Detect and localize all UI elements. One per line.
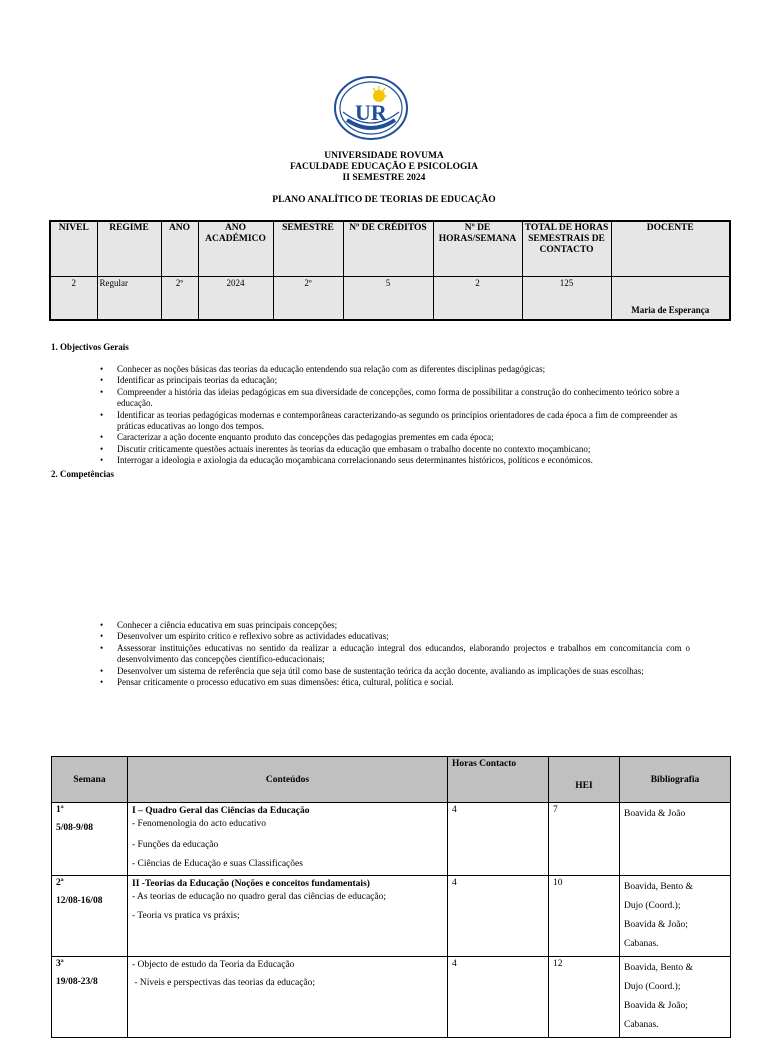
- value-docente: Maria de Esperança: [611, 277, 730, 321]
- competencies-title: 2. Competências: [51, 469, 114, 479]
- plan-table: [51, 756, 731, 1038]
- value-ano: 2º: [161, 277, 198, 321]
- header-docente: DOCENTE: [611, 221, 730, 277]
- horas-cell: 4: [448, 957, 549, 1038]
- value-nivel: 2: [50, 277, 97, 321]
- header-ano: ANO: [161, 221, 198, 277]
- content-cell: II -Teorias da Educação (Noções e conceitos fundamentais) - As teorias de educação no quadro geral das ciências de educação; - Teoria vs pratica vs práxis;: [128, 876, 448, 957]
- info-header-row: [50, 221, 730, 277]
- topic-title: II -Teorias da Educação (Noções e conceitos fundamentais): [132, 879, 370, 889]
- hei-cell: 10: [549, 876, 620, 957]
- value-horas-semana: 2: [433, 277, 522, 321]
- course-info-table: [49, 220, 731, 321]
- plan-title: PLANO ANALÍTICO DE TEORIAS DE EDUCAÇÃO: [272, 195, 496, 205]
- value-ano-academico: 2024: [198, 277, 273, 321]
- horas-cell: 4: [448, 876, 549, 957]
- week-cell: 2ª 12/08-16/08: [52, 876, 128, 957]
- list-item: • Identificar as teorias pedagógicas modernas e contemporâneas caracterizando-as segundo os princípios orientadores de cada época a fim de compreender as práticas educativas ao longo dos tempos.: [100, 409, 678, 432]
- list-item: • Conhecer as noções básicas das teorias da educação entendendo sua relação com as diferentes disciplinas pedagógicas;: [100, 364, 546, 374]
- value-regime: Regular: [97, 277, 161, 321]
- header-nivel: NIVEL: [50, 221, 97, 277]
- semester-label: II SEMESTRE 2024: [342, 173, 426, 183]
- header-conteudos: Conteúdos: [128, 757, 448, 803]
- university-logo: [333, 76, 409, 140]
- week-cell: 1ª 5/08-9/08: [52, 803, 128, 876]
- bibliography-cell: Boavida & João: [620, 803, 731, 876]
- list-item: • Compreender a história das ideias pedagógicas em sua diversidade de concepções, como forma de possibilitar a construção do conhecimento teórico sobre a educação.: [100, 386, 680, 409]
- header-semestre: SEMESTRE: [273, 221, 343, 277]
- header-total-horas: TOTAL DE HORAS SEMESTRAIS DE CONTACTO: [522, 221, 611, 277]
- table-row: [52, 803, 731, 876]
- horas-cell: 4: [448, 803, 549, 876]
- objectives-title: 1. Objectivos Gerais: [51, 342, 129, 352]
- table-row: [52, 876, 731, 957]
- value-semestre: 2º: [273, 277, 343, 321]
- table-row: [52, 957, 731, 1038]
- list-item: • Caracterizar a ação docente enquanto produto das concepções das pedagogias prementes em cada época;: [100, 432, 494, 443]
- header-horas-semana: Nº DE HORAS/SEMANA: [433, 221, 522, 277]
- header-bibliografia: Bibliografia: [620, 757, 731, 803]
- list-item: • Identificar as principais teorias da educação;: [100, 375, 278, 386]
- topic-title: I – Quadro Geral das Ciências da Educação: [132, 806, 310, 816]
- plan-header-row: [52, 757, 731, 803]
- objectives-list: [100, 364, 692, 467]
- content-cell: - Objecto de estudo da Teoria da Educação - Níveis e perspectivas das teorias da educação;: [128, 957, 448, 1038]
- header-regime: REGIME: [97, 221, 161, 277]
- list-item: • Desenvolver um espírito crítico e reflexivo sobre as actividades educativas;: [100, 631, 389, 642]
- logo-initials: UR: [355, 100, 387, 125]
- header-ano-academico: ANO ACADÉMICO: [198, 221, 273, 277]
- bibliography-cell: Boavida, Bento & Dujo (Coord.); Boavida & João; Cabanas.: [620, 876, 731, 957]
- content-cell: I – Quadro Geral das Ciências da Educação - Fenomenologia do acto educativo - Funções da educação - Ciências de Educação e suas Classificações: [128, 803, 448, 876]
- list-item: • Pensar criticamente o processo educativo em suas dimensões: ética, cultural, política e social.: [100, 677, 454, 688]
- competencies-list: [100, 620, 690, 688]
- value-creditos: 5: [343, 277, 433, 321]
- list-item: • Interrogar a ideologia e axiologia da educação moçambicana correlacionando seus determinantes históricos, políticos e económicos.: [100, 455, 593, 466]
- header-semana: Semana: [52, 757, 128, 803]
- hei-cell: 7: [549, 803, 620, 876]
- hei-cell: 12: [549, 957, 620, 1038]
- list-item: • Conhecer a ciência educativa em suas principais concepções;: [100, 620, 338, 630]
- value-total-horas: 125: [522, 277, 611, 321]
- week-cell: 3ª 19/08-23/8: [52, 957, 128, 1038]
- list-item: • Discutir criticamente questões actuais inerentes às teorias da educação que embasam o trabalho docente no contexto moçambicano;: [100, 443, 591, 454]
- university-name: UNIVERSIDADE ROVUMA: [324, 151, 444, 161]
- header-horas-contacto: Horas Contacto: [448, 757, 549, 803]
- header-creditos: Nº DE CRÉDITOS: [343, 221, 433, 277]
- bibliography-cell: Boavida, Bento & Dujo (Coord.); Boavida & João; Cabanas.: [620, 957, 731, 1038]
- header-hei: HEI: [549, 757, 620, 803]
- list-item: • Desenvolver um sistema de referência que seja útil como base de sustentação teórica da acção docente, avaliando as implicações de suas escolhas;: [100, 665, 644, 676]
- info-value-row: [50, 277, 730, 321]
- list-item: • Assessorar instituições educativas no sentido da realizar a educação integral dos educandos, elaborando projectos e trabalhos em concomitancia com o desenvolvimento das concepções científico-educacionais;: [100, 642, 690, 665]
- faculty-name: FACULDADE EDUCAÇÃO E PSICOLOGIA: [290, 162, 478, 172]
